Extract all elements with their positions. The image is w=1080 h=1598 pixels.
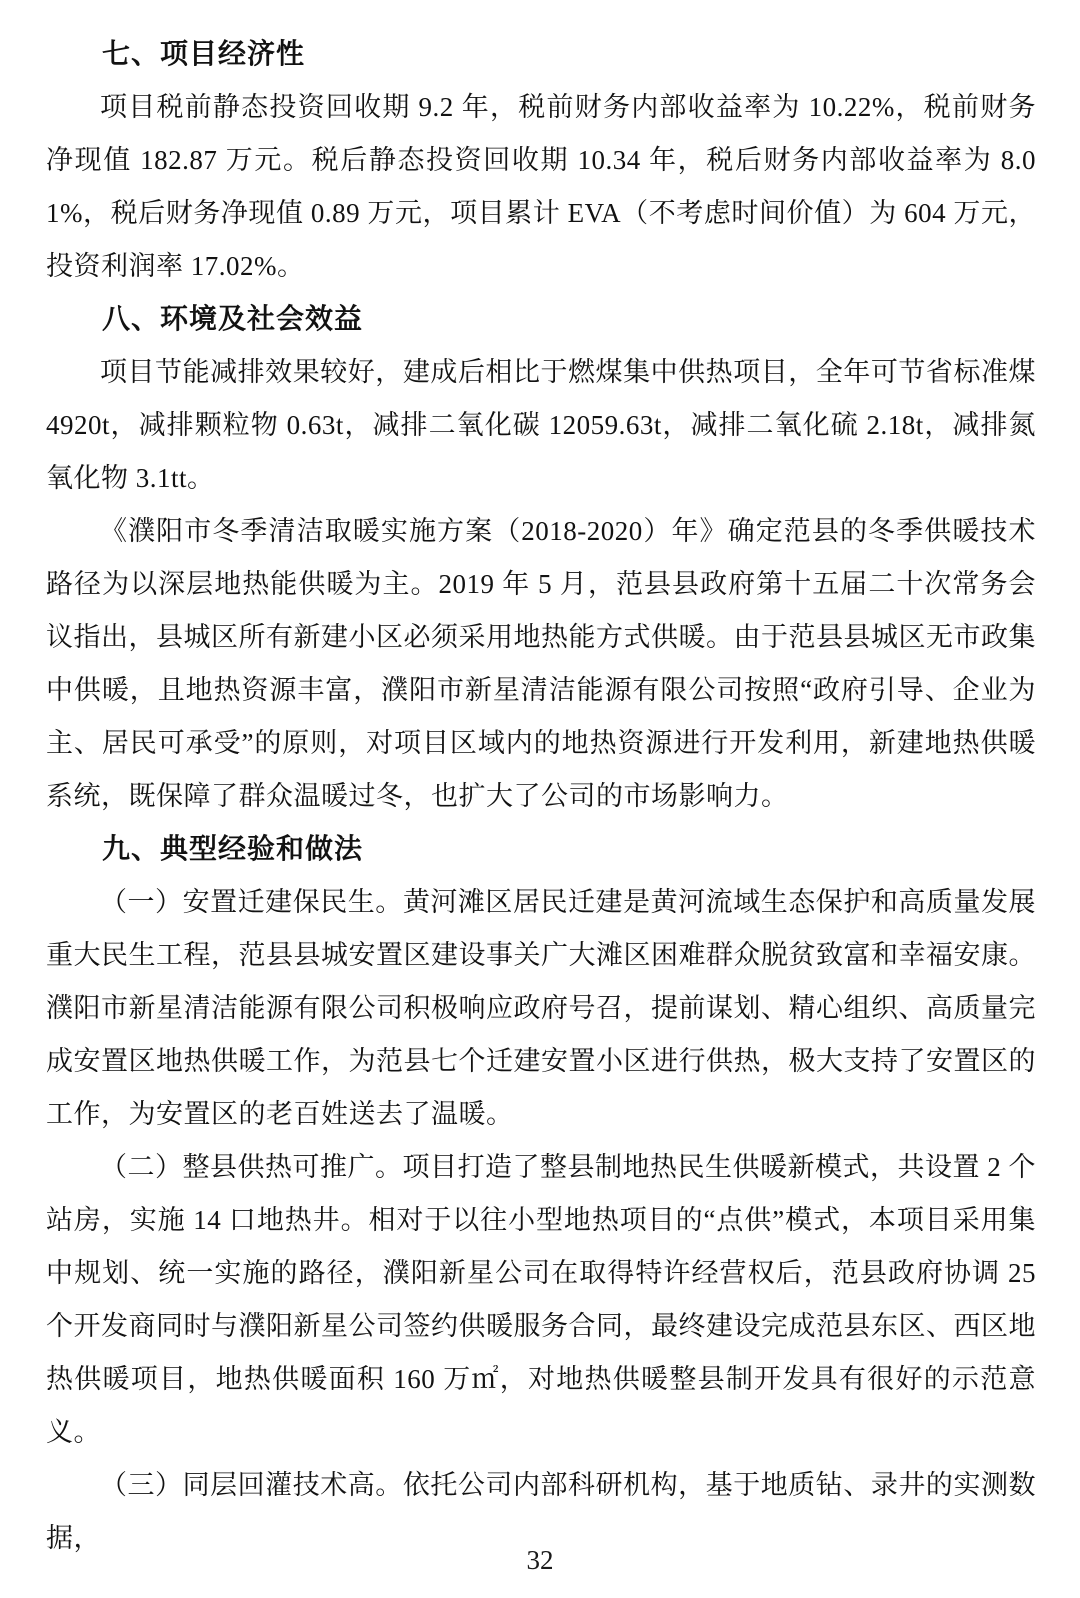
para-clean-heating-plan: 《濮阳市冬季清洁取暖实施方案（2018-2020）年》确定范县的冬季供暖技术路径为以深层地热能供暖为主。2019 年 5 月，范县县政府第十五届二十次常务会议指出，县城区所有新建小区必须采用地热能方式供暖。由于范县县城区无市政集中供暖，且地热资源丰富，濮阳市新星清洁能源有限公司按照“政府引导、企业为主、居民可承受”的原则，对项目区域内的地热资源进行开发利用，新建地热供暖系统，既保障了群众温暖过冬，也扩大了公司的市场影响力。 — [46, 516, 1036, 811]
para-energy-saving-emissions: 项目节能减排效果较好，建成后相比于燃煤集中供热项目，全年可节省标准煤 4920t，减排颗粒物 0.63t，减排二氧化碳 12059.63t，减排二氧化硫 2.18t，减排氮氧化物 3.1tt。 — [46, 357, 1036, 493]
para-county-wide-heating: （二）整县供热可推广。项目打造了整县制地热民生供暖新模式，共设置 2 个站房，实施 14 口地热井。相对于以往小型地热项目的“点供”模式，本项目采用集中规划、统一实施的路径，濮阳新星公司在取得特许经营权后，范县政府协调 25 个开发商同时与濮阳新星公司签约供暖服务合同，最终建设完成范县东区、西区地热供暖项目，地热供暖面积 160 万㎡，对地热供暖整县制开发具有很好的示范意义。 — [46, 1152, 1036, 1447]
heading-project-economics: 七、项目经济性 — [102, 39, 306, 70]
heading-typical-experience: 九、典型经验和做法 — [102, 834, 364, 865]
heading-environment-social-benefits: 八、环境及社会效益 — [102, 304, 364, 335]
para-project-economics: 项目税前静态投资回收期 9.2 年，税前财务内部收益率为 10.22%，税前财务净现值 182.87 万元。税后静态投资回收期 10.34 年，税后财务内部收益率为 8.01%，税后财务净现值 0.89 万元，项目累计 EVA（不考虑时间价值）为 604 万元，投资利润率 17.02%。 — [46, 92, 1036, 281]
para-resettlement-livelihood: （一）安置迁建保民生。黄河滩区居民迁建是黄河流域生态保护和高质量发展重大民生工程，范县县城安置区建设事关广大滩区困难群众脱贫致富和幸福安康。濮阳市新星清洁能源有限公司积极响应政府号召，提前谋划、精心组织、高质量完成安置区地热供暖工作，为范县七个迁建安置小区进行供热，极大支持了安置区的工作，为安置区的老百姓送去了温暖。 — [46, 887, 1036, 1129]
para-reinjection-technology: （三）同层回灌技术高。依托公司内部科研机构，基于地质钻、录井的实测数据， — [46, 1470, 1036, 1553]
page-number: 32 — [526, 1545, 554, 1575]
document-content — [46, 28, 1036, 1565]
